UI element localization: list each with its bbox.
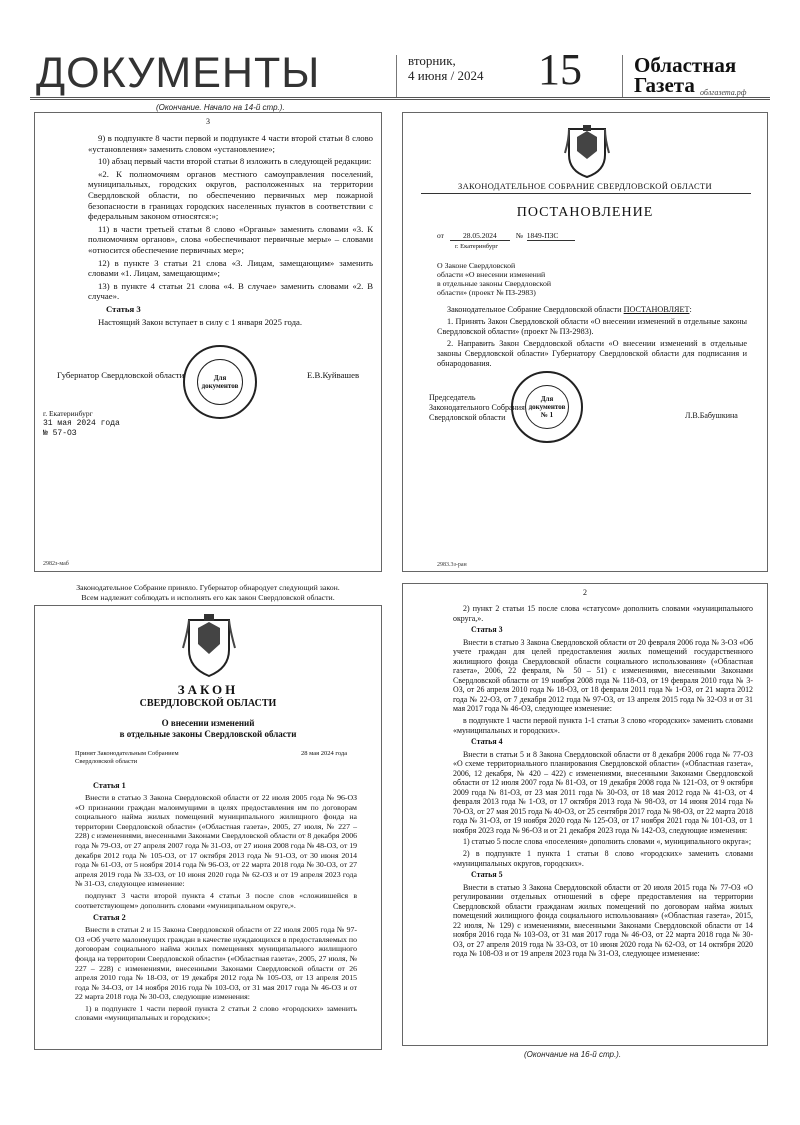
article-heading: Статья 4 xyxy=(471,737,503,747)
masthead-rule-2 xyxy=(30,99,770,100)
paragraph: 2) пункт 2 статьи 15 после слова «статусом» дополнить словами «муниципального округа,». xyxy=(453,604,753,623)
preamble-text: Законодательное Собрание Свердловской области xyxy=(447,305,622,314)
paragraph: подпункт 3 части второй пункта 4 статьи 3 после слов «сложившейся в соответствующем» дополнить словами «муниципальном округе,». xyxy=(75,890,357,910)
paragraph: 2. Направить Закон Свердловской области «О внесении изменений в отдельные законы Свердловской области» Губернатору Свердловской области для подписания и обнародования. xyxy=(437,339,747,368)
paragraph: 9) в подпункте 8 части первой и подпункте 4 части второй статьи 8 слово «установления» заменить словом «установление»; xyxy=(88,133,373,154)
adopted-line: Свердловской области xyxy=(75,758,138,765)
subject-line: в отдельные законы Свердловской xyxy=(437,279,552,288)
paragraph: Внести в статью 3 Закона Свердловской области от 20 июля 2015 года № 77-ОЗ «О регулировании отдельных отношений в сфере предоставления на территории Свердловской области гражданам жилых помещений по договорам найма жилых помещений жилищного фонда социального использования» («Областная газета», 2015, 22 июля, № 129) с изменениями, внесенными Законами Свердловской области от 14 ноября 2016 года № 103-ОЗ, от 31 мая 2017 года № 46-ОЗ, от 22 марта 2018 года № 30-ОЗ, от 27 апреля 2019 года № 33-ОЗ, от 10 июня 2020 года № 62-ОЗ, от 14 октября 2020 года № 108-ОЗ и от 19 апреля 2023 года № 31-ОЗ, следующее изменение: xyxy=(453,882,753,959)
coat-of-arms-icon xyxy=(181,612,237,680)
issue-weekday: вторник, xyxy=(408,53,456,68)
masthead-divider-2 xyxy=(622,55,623,97)
chair-line: Законодательного Собрания xyxy=(429,403,525,412)
continuation-note-top: (Окончание. Начало на 14-й стр.). xyxy=(156,103,285,112)
law-body xyxy=(75,778,357,1025)
subject-line: области «О внесении изменений xyxy=(437,270,546,279)
sign-city: г. Екатеринбург xyxy=(43,409,93,418)
paragraph: 1) в подпункте 1 части первой пункта 2 статьи 2 слово «городских» заменить словами «муниципальных и городских»; xyxy=(75,1003,357,1023)
official-seal xyxy=(511,371,583,443)
site-link[interactable]: облгазета.рф xyxy=(700,88,747,97)
paragraph: 13) в пункте 4 статьи 21 слова «4. В случае» заменить словами «2. В случае». xyxy=(88,280,373,302)
seal-text: Для документов № 1 xyxy=(525,385,569,429)
subtitle-line: в отдельные законы Свердловской области xyxy=(119,729,297,739)
issue-date xyxy=(408,53,483,83)
law-number: № 57-ОЗ xyxy=(43,429,77,438)
paragraph: Внести в статью 3 Закона Свердловской области от 22 июля 2005 года № 96-ОЗ «О признании граждан малоимущими в целях предоставления им по договорам социального найма жилых помещений муниципального жилищного фонда на территории Свердловской области» («Областная газета», 2005, 27 июля, № 227 – 228) с изменениями, внесенными Законами Свердловской области от 8 декабря 2006 года № 79-ОЗ, от 27 апреля 2007 года № 31-ОЗ, от 27 июня 2008 года № 48-ОЗ, от 19 декабря 2012 года № 105-ОЗ, от 17 октября 2013 года № 91-ОЗ, от 30 июня 2014 года № 61-ОЗ, от 5 ноября 2014 года № 96-ОЗ, от 22 марта 2018 года № 30-ОЗ, от 27 апреля 2019 года № 33-ОЗ, от 10 июня 2020 года № 62-ОЗ и от 19 апреля 2023 года № 31-ОЗ, следующее изменение: xyxy=(75,793,357,889)
page-number: 15 xyxy=(538,45,582,94)
doc-page-number: 2 xyxy=(583,588,587,597)
coat-of-arms-icon xyxy=(563,123,611,181)
doc-title: ПОСТАНОВЛЕНИЕ xyxy=(516,205,654,220)
paragraph: 1. Принять Закон Свердловской области «О внесении изменений в отдельные законы Свердловской области» (проект № ПЗ-2983). xyxy=(437,317,747,336)
paragraph: 12) в пункте 3 статьи 21 слова «3. Лицам, замещающим» заменить словами «1. Лицам, замещающим»; xyxy=(88,257,373,279)
doc4-body xyxy=(453,604,753,961)
article-heading: Статья 1 xyxy=(93,781,126,790)
paragraph: 2) в подпункте 1 пункта 1 статьи 8 слово «городских» заменить словами «муниципальных округов, городских». xyxy=(453,849,753,868)
official-seal xyxy=(183,345,257,419)
paragraph: 10) абзац первый части второй статьи 8 изложить в следующей редакции: xyxy=(98,156,372,167)
seal-text: Для документов xyxy=(197,359,243,405)
doc1-body xyxy=(88,133,373,330)
adopted-date: 28 мая 2024 года xyxy=(301,750,348,757)
section-title: ДОКУМЕНТЫ xyxy=(36,49,321,97)
law-subtitle xyxy=(35,718,381,740)
paragraph: 11) в части третьей статьи 8 слово «Органы» заменить словами «3. К полномочиям органов», слова «обеспечивают первичные меры» – словами «относится обеспечение первичных мер»; xyxy=(88,223,373,255)
paragraph: 1) статью 5 после слова «поселения» дополнить словами «, муниципального округа»; xyxy=(463,837,752,847)
doc-page-number: 3 xyxy=(206,117,210,126)
document-law-page3 xyxy=(34,112,382,572)
article-heading: Статья 3 xyxy=(471,625,503,635)
paragraph: «2. К полномочиям органов местного самоуправления поселений, муниципальных, городских округов, расположенных на территории Свердловской области, по обеспечению первичных мер пожарной безопасности в границах городских населенных пунктов в соответствии с федеральным законом относятся:»; xyxy=(88,168,373,222)
paragraph: Внести в статьи 2 и 15 Закона Свердловской области от 22 июля 2005 года № 97-ОЗ «Об учете малоимущих граждан в качестве нуждающихся в предоставляемых по договорам социального найма жилых помещениях муниципального жилищного фонда на территории Свердловской области» («Областная газета», 2005, 27 июля, № 227 – 228) с изменениями, внесенными Законами Свердловской области от 26 апреля 2010 года № 18-ОЗ, от 19 декабря 2012 года № 105-ОЗ, от 13 апреля 2015 года № 34-ОЗ, от 14 ноября 2016 года № 103-ОЗ, от 31 мая 2017 года № 46-ОЗ и от 22 марта 2018 года № 30-ОЗ, следующие изменения: xyxy=(75,925,357,1002)
chair-line: Свердловской области xyxy=(429,413,506,422)
article-heading: Статья 3 xyxy=(106,303,141,314)
issue-date-text: 4 июня / 2024 xyxy=(408,68,484,83)
law-word: ЗАКОН xyxy=(177,682,239,697)
subject-line: О Законе Свердловской xyxy=(437,261,516,270)
number-label: № xyxy=(515,231,523,240)
paragraph: Настоящий Закон вступает в силу с 1 января 2025 года. xyxy=(98,316,303,327)
preamble-verb: ПОСТАНОВЛЯЕТ xyxy=(623,305,690,314)
sign-date: 31 мая 2024 года xyxy=(43,419,120,428)
article-heading: Статья 2 xyxy=(93,913,126,923)
resolution-number: 1849-ПЗС xyxy=(527,231,575,241)
continuation-note-bottom: (Окончание на 16-й стр.). xyxy=(524,1050,622,1059)
document-law-page2 xyxy=(402,583,768,1046)
from-label: от xyxy=(437,231,444,240)
intro-line: Всем надлежит соблюдать и исполнять его как закон Свердловской области. xyxy=(81,593,335,602)
article-heading: Статья 5 xyxy=(471,870,503,880)
law-intro xyxy=(34,583,382,603)
document-law xyxy=(34,605,382,1050)
adopted-line: Принят Законодательным Собранием xyxy=(75,750,179,757)
masthead-rule xyxy=(30,97,770,98)
governor-title: Губернатор Свердловской области xyxy=(57,370,185,380)
preamble-end: : xyxy=(689,305,692,314)
org-name: ЗАКОНОДАТЕЛЬНОЕ СОБРАНИЕ СВЕРДЛОВСКОЙ ОБЛАСТИ xyxy=(458,181,712,191)
paragraph: в подпункте 1 части первой пункта 1-1 статьи 3 слово «городских» заменить словами «муниципальных и городских». xyxy=(453,715,753,735)
paragraph: Внести в статью 3 Закона Свердловской области от 20 февраля 2006 года № 3-ОЗ «Об учете граждан для целей предоставления жилых помещений государственного жилищного фонда Свердловской области социального использования» («Областная газета», 2006, 22 февраля, № 50 – 51) с изменениями, внесенными Законами Свердловской области от 19 ноября 2008 года № 118-ОЗ, от 19 февраля 2010 года № 3-ОЗ, от 26 апреля 2010 года № 18-ОЗ, от 18 февраля 2011 года № 1-ОЗ, от 21 марта 2012 года № 22-ОЗ, от 7 декабря 2012 года № 97-ОЗ, от 13 апреля 2015 года № 32-ОЗ и от 31 мая 2017 года № 46-ОЗ, следующее изменение: xyxy=(453,637,753,714)
brand-line2: Газета xyxy=(634,73,695,97)
subject-line: области» (проект № ПЗ-2983) xyxy=(437,288,536,297)
law-region: СВЕРДЛОВСКОЙ ОБЛАСТИ xyxy=(139,698,277,709)
resolution-city: г. Екатеринбург xyxy=(455,243,499,250)
resolution-date: 28.05.2024 xyxy=(450,231,510,241)
governor-name: Е.В.Куйвашев xyxy=(307,370,360,380)
preamble xyxy=(437,305,747,315)
chair-name: Л.В.Бабушкина xyxy=(685,411,738,420)
intro-line: Законодательное Собрание приняло. Губернатор обнародует следующий закон. xyxy=(76,583,340,592)
doc-footer-code: 2983.3з-ран xyxy=(437,562,467,568)
chair-line: Председатель xyxy=(429,393,476,402)
org-rule xyxy=(421,193,751,194)
subtitle-line: О внесении изменений xyxy=(161,718,255,728)
resolution-body xyxy=(437,305,747,371)
resolution-meta xyxy=(437,231,575,241)
doc-footer-code: 2982з-маб xyxy=(43,561,69,567)
resolution-subject xyxy=(437,261,551,297)
masthead-divider xyxy=(396,55,397,97)
paragraph: Внести в статьи 5 и 8 Закона Свердловской области от 8 декабря 2006 года № 77-ОЗ «О схеме территориального планирования Свердловской области» («Областная газета», 2006, 12 декабря, № 420 – 422) с изменениями, внесенными Законами Свердловской области от 12 июля 2007 года № 81-ОЗ, от 19 декабря 2008 года № 121-ОЗ, от 9 октября 2009 года № 81-ОЗ, от 23 мая 2011 года № 30-ОЗ, от 18 мая 2012 года № 41-ОЗ, от 4 февраля 2013 года № 1-ОЗ, от 17 октября 2013 года № 98-ОЗ, от 14 июня 2014 года № 70-ОЗ, от 27 мая 2015 года № 40-ОЗ, от 25 сентября 2017 года № 98-ОЗ, от 22 марта 2018 года № 31-ОЗ, от 19 ноября 2020 года № 125-ОЗ, от 17 ноября 2021 года № 101-ОЗ, от 1 ноября 2023 года № 96-ОЗ и от 21 декабря 2023 года № 142-ОЗ, следующие изменения: xyxy=(453,749,753,835)
brand-line1: Областная xyxy=(634,53,737,77)
adopted-by xyxy=(75,750,179,766)
document-resolution xyxy=(402,112,768,572)
